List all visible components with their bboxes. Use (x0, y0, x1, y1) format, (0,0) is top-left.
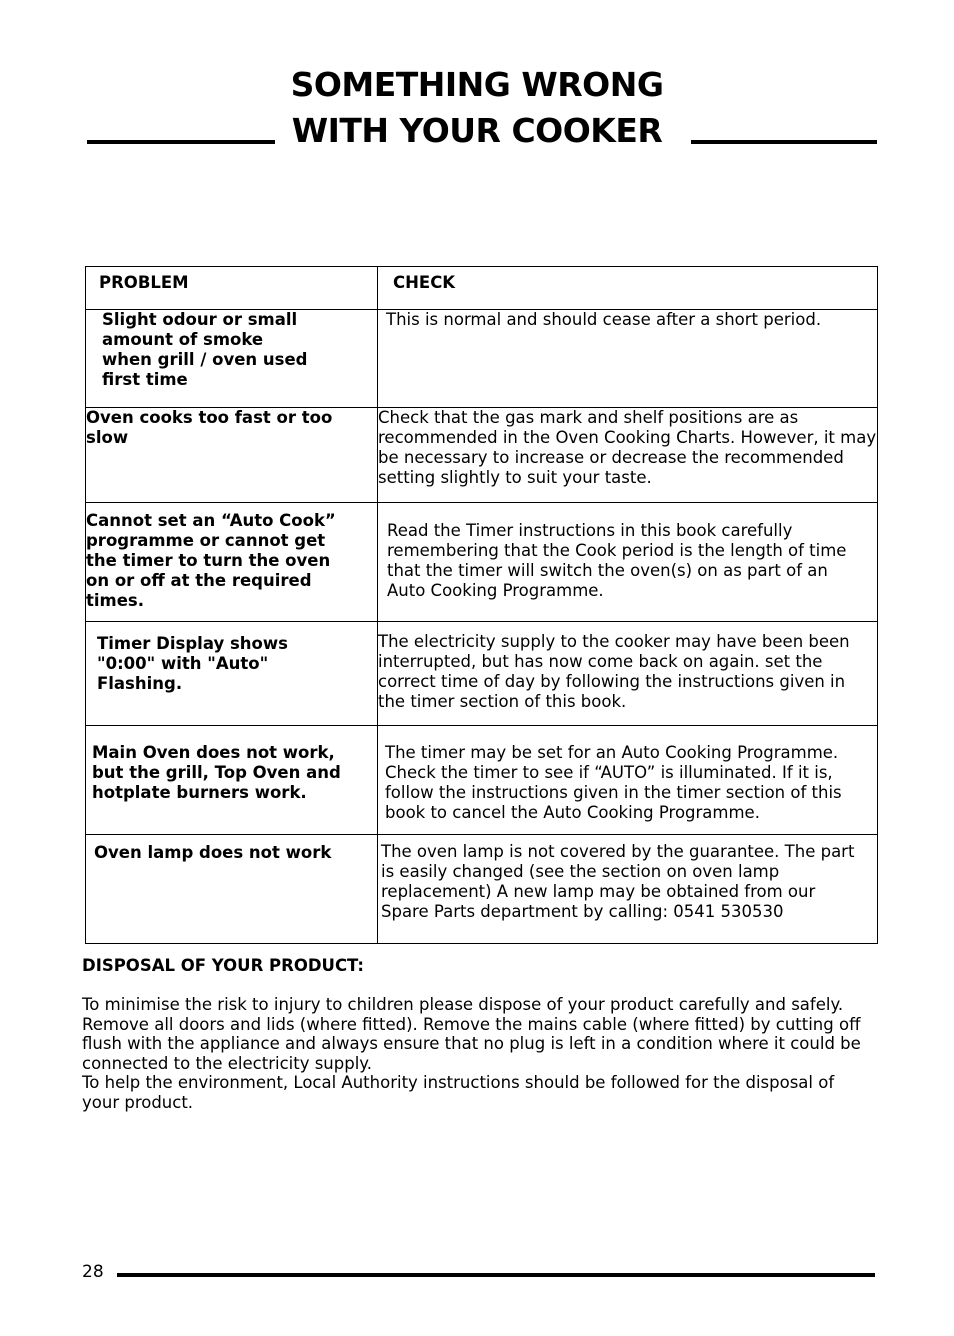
problem-cell: Timer Display shows "0:00" with "Auto" Flashing. (86, 622, 378, 726)
check-cell: Check that the gas mark and shelf positions are as recommended in the Oven Cooking Charts. However, it may be necessary to increase or decrease the recommended setting slightly to suit your taste. (378, 408, 878, 503)
footer-rule (117, 1273, 875, 1277)
table-row (86, 835, 878, 944)
table-row (86, 310, 878, 408)
check-cell: This is normal and should cease after a short period. (378, 310, 878, 408)
title-rule-left (87, 140, 275, 144)
disposal-heading: DISPOSAL OF YOUR PRODUCT: (82, 956, 365, 975)
table-row (86, 503, 878, 622)
check-cell: The timer may be set for an Auto Cooking Programme. Check the timer to see if “AUTO” is illuminated. If it is, follow the instructions given in the timer section of this book to cancel the Auto Cooking Programme. (378, 726, 878, 835)
column-header-problem: PROBLEM (86, 267, 378, 310)
table-row (86, 622, 878, 726)
table-row (86, 408, 878, 503)
problem-cell: Oven lamp does not work (86, 835, 378, 944)
check-cell: The oven lamp is not covered by the guarantee. The part is easily changed (see the section on oven lamp replacement) A new lamp may be obtained from our Spare Parts department by calling: 0541 530530 (378, 835, 878, 944)
check-cell: The electricity supply to the cooker may have been been interrupted, but has now come back on again. set the correct time of day by following the instructions given in the timer section of this book. (378, 622, 878, 726)
page-title-line-2: WITH YOUR COOKER (291, 111, 663, 150)
page-title-line-1: SOMETHING WRONG (290, 65, 664, 104)
disposal-body (82, 995, 872, 1112)
disposal-paragraph-2: To help the environment, Local Authority instructions should be followed for the disposal of your product. (82, 1073, 835, 1112)
problem-cell: Cannot set an “Auto Cook” programme or cannot get the timer to turn the oven on or off at the required times. (86, 503, 378, 622)
troubleshooting-table (85, 266, 878, 944)
column-header-check: CHECK (378, 267, 878, 310)
disposal-paragraph-1: To minimise the risk to injury to children please dispose of your product carefully and safely. Remove all doors and lids (where fitted). Remove the mains cable (where fitted) by cutting off flush with the appliance and always ensure that no plug is left in a condition where it could be connected to the electricity supply. (82, 995, 861, 1073)
check-cell: Read the Timer instructions in this book carefully remembering that the Cook period is the length of time that the timer will switch the oven(s) on as part of an Auto Cooking Programme. (378, 503, 878, 622)
table-row (86, 726, 878, 835)
problem-cell: Oven cooks too fast or too slow (86, 408, 378, 503)
problem-cell: Slight odour or small amount of smoke when grill / oven used first time (86, 310, 378, 408)
table-header-row (86, 267, 878, 310)
problem-cell: Main Oven does not work, but the grill, Top Oven and hotplate burners work. (86, 726, 378, 835)
title-rule-right (691, 140, 877, 144)
page-number: 28 (82, 1262, 104, 1282)
